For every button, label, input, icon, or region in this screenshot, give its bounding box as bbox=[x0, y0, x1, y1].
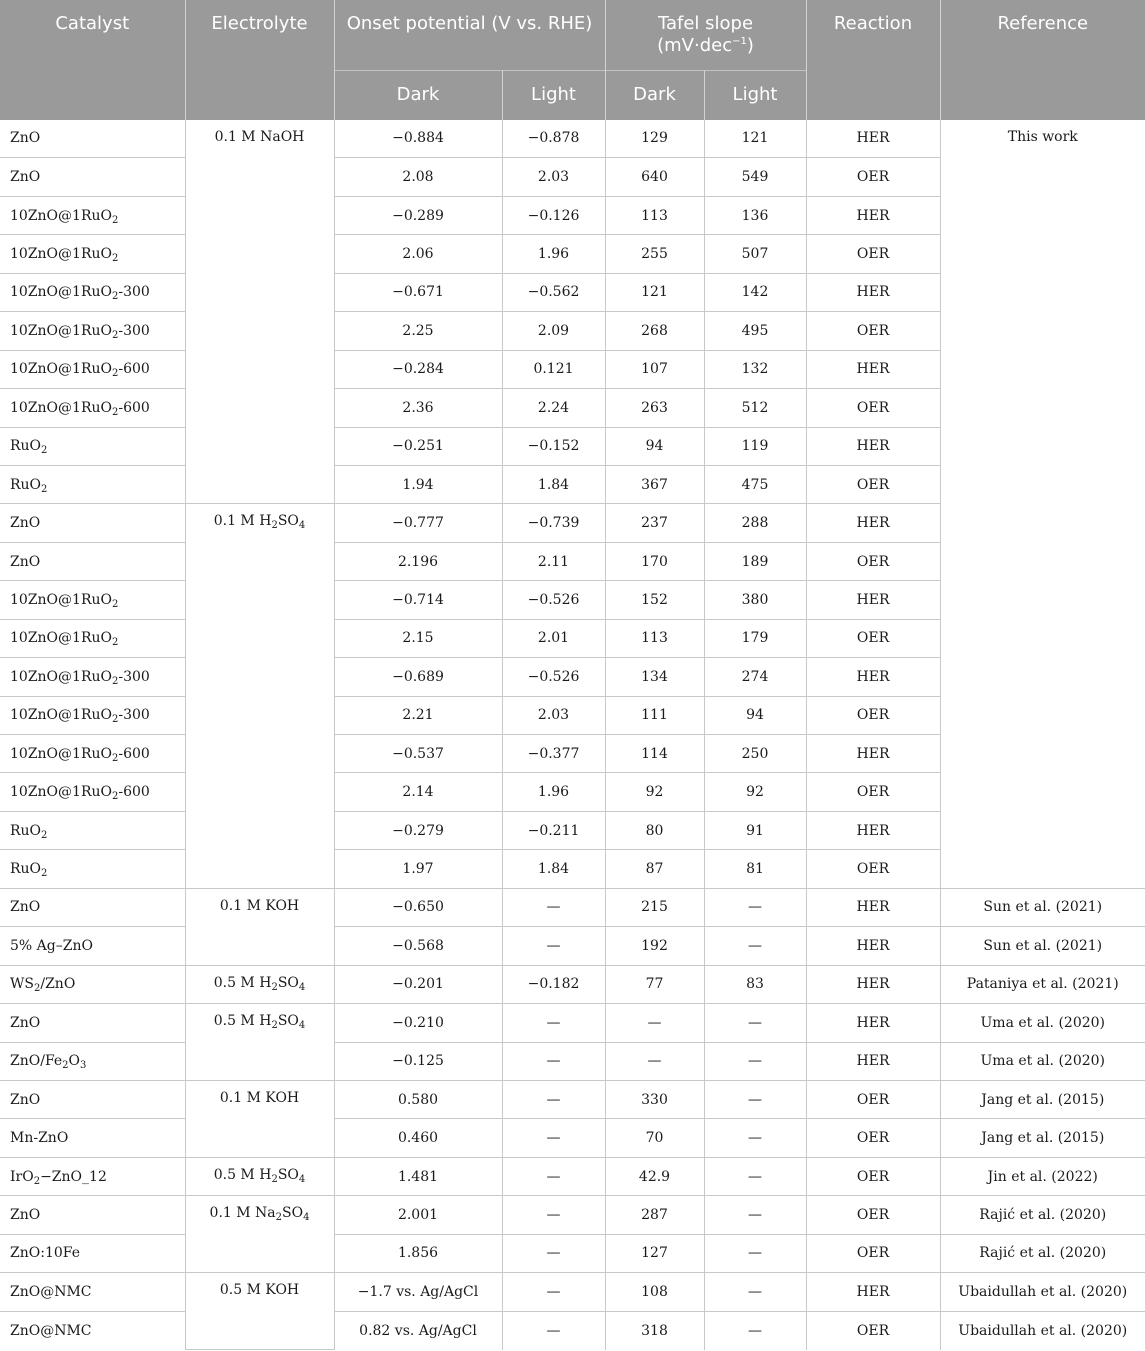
cell-catalyst: 5% Ag–ZnO bbox=[0, 927, 185, 965]
cell-onset-dark: −0.289 bbox=[334, 196, 502, 234]
cell-onset-light: — bbox=[502, 1234, 605, 1272]
cell-tafel-dark: 255 bbox=[605, 235, 704, 273]
cell-reaction: HER bbox=[806, 120, 940, 158]
cell-onset-dark: −0.777 bbox=[334, 504, 502, 542]
cell-tafel-light: 507 bbox=[704, 235, 806, 273]
cell-tafel-light: 495 bbox=[704, 312, 806, 350]
cell-reaction: OER bbox=[806, 619, 940, 657]
cell-onset-dark: −1.7 vs. Ag/AgCl bbox=[334, 1273, 502, 1311]
cell-tafel-light: 83 bbox=[704, 965, 806, 1003]
cell-tafel-light: — bbox=[704, 888, 806, 926]
cell-tafel-light: 94 bbox=[704, 696, 806, 734]
table-row bbox=[0, 1119, 1145, 1157]
cell-onset-dark: 0.580 bbox=[334, 1080, 502, 1118]
cell-reference: Uma et al. (2020) bbox=[940, 1004, 1145, 1042]
cell-reaction: OER bbox=[806, 158, 940, 196]
cell-electrolyte: 0.5 M $H_2SO_4$ bbox=[185, 1157, 334, 1195]
cell-reference: Sun et al. (2021) bbox=[940, 927, 1145, 965]
cell-catalyst: 10ZnO@1RuO$_2$-300 bbox=[0, 696, 185, 734]
table-row bbox=[0, 1311, 1145, 1349]
cell-reference: Ubaidullah et al. (2020) bbox=[940, 1273, 1145, 1311]
cell-onset-dark: −0.210 bbox=[334, 1004, 502, 1042]
cell-tafel-light: 179 bbox=[704, 619, 806, 657]
cell-onset-light: −0.211 bbox=[502, 811, 605, 849]
cell-reaction: HER bbox=[806, 1042, 940, 1080]
cell-reaction: HER bbox=[806, 1004, 940, 1042]
cell-onset-light: −0.126 bbox=[502, 196, 605, 234]
cell-catalyst: 10ZnO@1RuO$_2$-600 bbox=[0, 350, 185, 388]
table-row bbox=[0, 1273, 1145, 1311]
cell-catalyst: ZnO bbox=[0, 1004, 185, 1042]
cell-tafel-dark: 237 bbox=[605, 504, 704, 542]
cell-reference: Jin et al. (2022) bbox=[940, 1157, 1145, 1195]
cell-onset-light: −0.878 bbox=[502, 120, 605, 158]
cell-onset-dark: 2.21 bbox=[334, 696, 502, 734]
cell-catalyst: 10ZnO@1RuO$_2$-600 bbox=[0, 389, 185, 427]
cell-reaction: HER bbox=[806, 735, 940, 773]
cell-reference: Jang et al. (2015) bbox=[940, 1080, 1145, 1118]
cell-onset-dark: 1.94 bbox=[334, 465, 502, 503]
cell-onset-light: −0.152 bbox=[502, 427, 605, 465]
cell-reference: Uma et al. (2020) bbox=[940, 1042, 1145, 1080]
cell-tafel-light: 380 bbox=[704, 581, 806, 619]
cell-onset-dark: 1.481 bbox=[334, 1157, 502, 1195]
cell-reaction: HER bbox=[806, 658, 940, 696]
table-row bbox=[0, 1196, 1145, 1234]
cell-tafel-dark: 114 bbox=[605, 735, 704, 773]
cell-onset-light: −0.562 bbox=[502, 273, 605, 311]
cell-onset-dark: −0.714 bbox=[334, 581, 502, 619]
cell-tafel-light: 512 bbox=[704, 389, 806, 427]
cell-reference: This work bbox=[940, 120, 1145, 889]
cell-onset-light: 2.24 bbox=[502, 389, 605, 427]
header-onset-potential: Onset potential (V vs. RHE) bbox=[334, 0, 605, 70]
cell-tafel-light: 136 bbox=[704, 196, 806, 234]
cell-onset-dark: −0.251 bbox=[334, 427, 502, 465]
table-row bbox=[0, 1157, 1145, 1195]
cell-tafel-dark: 640 bbox=[605, 158, 704, 196]
cell-onset-dark: 2.196 bbox=[334, 542, 502, 580]
cell-catalyst: ZnO/$Fe_2O_3$ bbox=[0, 1042, 185, 1080]
cell-reaction: OER bbox=[806, 773, 940, 811]
cell-tafel-dark: 92 bbox=[605, 773, 704, 811]
cell-catalyst: ZnO@NMC bbox=[0, 1273, 185, 1311]
cell-tafel-light: 475 bbox=[704, 465, 806, 503]
cell-tafel-dark: 330 bbox=[605, 1080, 704, 1118]
cell-tafel-dark: 94 bbox=[605, 427, 704, 465]
cell-reaction: OER bbox=[806, 542, 940, 580]
cell-reaction: HER bbox=[806, 965, 940, 1003]
table-row bbox=[0, 965, 1145, 1003]
cell-reaction: HER bbox=[806, 1273, 940, 1311]
cell-onset-dark: 1.856 bbox=[334, 1234, 502, 1272]
cell-reaction: OER bbox=[806, 696, 940, 734]
cell-tafel-dark: 87 bbox=[605, 850, 704, 888]
cell-electrolyte: 0.1 M KOH bbox=[185, 1080, 334, 1157]
cell-onset-light: 1.96 bbox=[502, 235, 605, 273]
cell-tafel-light: — bbox=[704, 927, 806, 965]
cell-onset-dark: 2.08 bbox=[334, 158, 502, 196]
cell-reaction: OER bbox=[806, 1311, 940, 1349]
cell-catalyst: 10ZnO@1RuO$_2$ bbox=[0, 196, 185, 234]
cell-onset-dark: −0.884 bbox=[334, 120, 502, 158]
cell-reaction: OER bbox=[806, 312, 940, 350]
cell-catalyst: RuO$_2$ bbox=[0, 427, 185, 465]
cell-tafel-dark: 287 bbox=[605, 1196, 704, 1234]
cell-onset-light: — bbox=[502, 888, 605, 926]
cell-catalyst: ZnO bbox=[0, 120, 185, 158]
cell-onset-dark: −0.689 bbox=[334, 658, 502, 696]
cell-reaction: HER bbox=[806, 350, 940, 388]
cell-electrolyte: 0.5 M KOH bbox=[185, 1273, 334, 1350]
cell-reference: Sun et al. (2021) bbox=[940, 888, 1145, 926]
cell-reference: Jang et al. (2015) bbox=[940, 1119, 1145, 1157]
cell-tafel-light: 132 bbox=[704, 350, 806, 388]
cell-tafel-light: — bbox=[704, 1196, 806, 1234]
cell-tafel-light: — bbox=[704, 1080, 806, 1118]
cell-tafel-dark: 121 bbox=[605, 273, 704, 311]
cell-onset-dark: −0.568 bbox=[334, 927, 502, 965]
cell-tafel-dark: 152 bbox=[605, 581, 704, 619]
cell-onset-light: 2.11 bbox=[502, 542, 605, 580]
cell-tafel-light: 274 bbox=[704, 658, 806, 696]
cell-onset-dark: −0.125 bbox=[334, 1042, 502, 1080]
cell-catalyst: 10ZnO@1RuO$_2$-300 bbox=[0, 273, 185, 311]
header-tafel-line2: (mV·dec$^{-1}$) bbox=[657, 35, 754, 56]
cell-onset-dark: −0.284 bbox=[334, 350, 502, 388]
header-tafel-light: Light bbox=[704, 70, 806, 120]
cell-onset-dark: 2.06 bbox=[334, 235, 502, 273]
cell-tafel-light: 250 bbox=[704, 735, 806, 773]
cell-onset-dark: −0.650 bbox=[334, 888, 502, 926]
header-onset-light: Light bbox=[502, 70, 605, 120]
header-tafel-line1: Tafel slope bbox=[657, 13, 754, 34]
cell-onset-light: 2.01 bbox=[502, 619, 605, 657]
cell-onset-dark: −0.201 bbox=[334, 965, 502, 1003]
cell-tafel-dark: 107 bbox=[605, 350, 704, 388]
cell-catalyst: ZnO bbox=[0, 888, 185, 926]
cell-electrolyte: 0.5 M $H_2SO_4$ bbox=[185, 1004, 334, 1081]
cell-onset-light: 2.03 bbox=[502, 158, 605, 196]
cell-reaction: OER bbox=[806, 1196, 940, 1234]
cell-catalyst: Mn-ZnO bbox=[0, 1119, 185, 1157]
cell-tafel-light: — bbox=[704, 1234, 806, 1272]
header-catalyst: Catalyst bbox=[0, 0, 185, 120]
cell-tafel-light: 81 bbox=[704, 850, 806, 888]
cell-catalyst: ZnO bbox=[0, 542, 185, 580]
header-onset-dark: Dark bbox=[334, 70, 502, 120]
cell-tafel-dark: 111 bbox=[605, 696, 704, 734]
cell-onset-dark: 0.460 bbox=[334, 1119, 502, 1157]
cell-catalyst: $WS_2$/ZnO bbox=[0, 965, 185, 1003]
header-electrolyte: Electrolyte bbox=[185, 0, 334, 120]
cell-catalyst: 10ZnO@1RuO$_2$-300 bbox=[0, 312, 185, 350]
cell-reference: Rajić et al. (2020) bbox=[940, 1234, 1145, 1272]
cell-onset-light: — bbox=[502, 1042, 605, 1080]
cell-onset-dark: −0.537 bbox=[334, 735, 502, 773]
cell-electrolyte: 0.1 M KOH bbox=[185, 888, 334, 965]
table-header bbox=[0, 0, 1145, 120]
cell-tafel-light: — bbox=[704, 1311, 806, 1349]
cell-reaction: OER bbox=[806, 389, 940, 427]
table-row bbox=[0, 1042, 1145, 1080]
cell-catalyst: 10ZnO@1RuO$_2$ bbox=[0, 581, 185, 619]
cell-reaction: OER bbox=[806, 850, 940, 888]
cell-tafel-light: 189 bbox=[704, 542, 806, 580]
cell-onset-light: −0.182 bbox=[502, 965, 605, 1003]
cell-onset-light: 2.09 bbox=[502, 312, 605, 350]
cell-tafel-dark: 170 bbox=[605, 542, 704, 580]
cell-tafel-dark: 108 bbox=[605, 1273, 704, 1311]
table-row bbox=[0, 1080, 1145, 1118]
cell-reaction: HER bbox=[806, 927, 940, 965]
cell-catalyst: 10ZnO@1RuO$_2$-600 bbox=[0, 735, 185, 773]
cell-onset-dark: 2.15 bbox=[334, 619, 502, 657]
cell-onset-light: 1.96 bbox=[502, 773, 605, 811]
cell-catalyst: ZnO@NMC bbox=[0, 1311, 185, 1349]
cell-tafel-dark: 215 bbox=[605, 888, 704, 926]
cell-onset-light: — bbox=[502, 1273, 605, 1311]
cell-tafel-light: 119 bbox=[704, 427, 806, 465]
cell-onset-dark: −0.671 bbox=[334, 273, 502, 311]
cell-tafel-dark: 127 bbox=[605, 1234, 704, 1272]
cell-onset-light: — bbox=[502, 1119, 605, 1157]
cell-onset-light: 2.03 bbox=[502, 696, 605, 734]
cell-reaction: OER bbox=[806, 1234, 940, 1272]
cell-tafel-dark: 134 bbox=[605, 658, 704, 696]
cell-reaction: HER bbox=[806, 427, 940, 465]
cell-tafel-light: 91 bbox=[704, 811, 806, 849]
cell-tafel-dark: 80 bbox=[605, 811, 704, 849]
cell-tafel-dark: 113 bbox=[605, 196, 704, 234]
cell-tafel-dark: 129 bbox=[605, 120, 704, 158]
cell-tafel-light: 288 bbox=[704, 504, 806, 542]
cell-reaction: HER bbox=[806, 196, 940, 234]
cell-onset-light: — bbox=[502, 1004, 605, 1042]
cell-reaction: OER bbox=[806, 1157, 940, 1195]
cell-reaction: OER bbox=[806, 235, 940, 273]
cell-catalyst: 10ZnO@1RuO$_2$-600 bbox=[0, 773, 185, 811]
cell-catalyst: ZnO bbox=[0, 158, 185, 196]
cell-electrolyte: 0.1 M $Na_2SO_4$ bbox=[185, 1196, 334, 1273]
cell-onset-dark: 2.25 bbox=[334, 312, 502, 350]
cell-reaction: HER bbox=[806, 888, 940, 926]
cell-onset-dark: 2.14 bbox=[334, 773, 502, 811]
cell-tafel-light: — bbox=[704, 1273, 806, 1311]
cell-reaction: HER bbox=[806, 811, 940, 849]
cell-onset-light: −0.739 bbox=[502, 504, 605, 542]
cell-tafel-dark: 263 bbox=[605, 389, 704, 427]
cell-catalyst: RuO$_2$ bbox=[0, 850, 185, 888]
cell-tafel-dark: 367 bbox=[605, 465, 704, 503]
cell-electrolyte: 0.1 M $H_2SO_4$ bbox=[185, 504, 334, 888]
cell-onset-light: −0.526 bbox=[502, 581, 605, 619]
cell-reference: Ubaidullah et al. (2020) bbox=[940, 1311, 1145, 1349]
cell-catalyst: ZnO:10Fe bbox=[0, 1234, 185, 1272]
cell-tafel-light: 142 bbox=[704, 273, 806, 311]
table-row bbox=[0, 888, 1145, 926]
cell-catalyst: RuO$_2$ bbox=[0, 811, 185, 849]
cell-onset-dark: 1.97 bbox=[334, 850, 502, 888]
cell-tafel-dark: 192 bbox=[605, 927, 704, 965]
cell-onset-light: — bbox=[502, 1311, 605, 1349]
cell-onset-light: — bbox=[502, 1157, 605, 1195]
cell-onset-light: 1.84 bbox=[502, 465, 605, 503]
cell-tafel-dark: 113 bbox=[605, 619, 704, 657]
table-row bbox=[0, 1234, 1145, 1272]
cell-onset-light: 0.121 bbox=[502, 350, 605, 388]
cell-catalyst: IrO$_2$−ZnO_12 bbox=[0, 1157, 185, 1195]
cell-tafel-light: 549 bbox=[704, 158, 806, 196]
cell-reaction: OER bbox=[806, 1119, 940, 1157]
cell-onset-light: — bbox=[502, 1080, 605, 1118]
cell-tafel-light: 92 bbox=[704, 773, 806, 811]
table-body bbox=[0, 120, 1145, 1350]
cell-tafel-dark: 318 bbox=[605, 1311, 704, 1349]
cell-tafel-dark: 70 bbox=[605, 1119, 704, 1157]
header-tafel-dark: Dark bbox=[605, 70, 704, 120]
cell-catalyst: ZnO bbox=[0, 1080, 185, 1118]
cell-tafel-dark: 42.9 bbox=[605, 1157, 704, 1195]
cell-reaction: OER bbox=[806, 1080, 940, 1118]
cell-reaction: OER bbox=[806, 465, 940, 503]
cell-onset-light: −0.526 bbox=[502, 658, 605, 696]
cell-onset-dark: 2.001 bbox=[334, 1196, 502, 1234]
cell-onset-light: — bbox=[502, 1196, 605, 1234]
table-row bbox=[0, 120, 1145, 158]
cell-catalyst: RuO$_2$ bbox=[0, 465, 185, 503]
cell-tafel-light: — bbox=[704, 1119, 806, 1157]
cell-electrolyte: 0.1 M NaOH bbox=[185, 120, 334, 504]
table-row bbox=[0, 1004, 1145, 1042]
cell-tafel-light: — bbox=[704, 1157, 806, 1195]
cell-tafel-dark: 268 bbox=[605, 312, 704, 350]
cell-onset-light: −0.377 bbox=[502, 735, 605, 773]
cell-catalyst: ZnO bbox=[0, 504, 185, 542]
cell-catalyst: 10ZnO@1RuO$_2$ bbox=[0, 235, 185, 273]
cell-catalyst: 10ZnO@1RuO$_2$ bbox=[0, 619, 185, 657]
cell-tafel-dark: 77 bbox=[605, 965, 704, 1003]
cell-tafel-light: 121 bbox=[704, 120, 806, 158]
cell-onset-dark: 2.36 bbox=[334, 389, 502, 427]
table-row bbox=[0, 927, 1145, 965]
cell-tafel-light: — bbox=[704, 1042, 806, 1080]
cell-reaction: HER bbox=[806, 273, 940, 311]
cell-tafel-dark: — bbox=[605, 1004, 704, 1042]
cell-reference: Rajić et al. (2020) bbox=[940, 1196, 1145, 1234]
cell-onset-light: 1.84 bbox=[502, 850, 605, 888]
cell-catalyst: 10ZnO@1RuO$_2$-300 bbox=[0, 658, 185, 696]
cell-onset-light: — bbox=[502, 927, 605, 965]
header-tafel-slope bbox=[605, 0, 806, 70]
header-reaction: Reaction bbox=[806, 0, 940, 120]
cell-catalyst: ZnO bbox=[0, 1196, 185, 1234]
cell-reaction: HER bbox=[806, 504, 940, 542]
cell-electrolyte: 0.5 M $H_2SO_4$ bbox=[185, 965, 334, 1003]
cell-reaction: HER bbox=[806, 581, 940, 619]
cell-tafel-light: — bbox=[704, 1004, 806, 1042]
cell-onset-dark: −0.279 bbox=[334, 811, 502, 849]
cell-tafel-dark: — bbox=[605, 1042, 704, 1080]
cell-onset-dark: 0.82 vs. Ag/AgCl bbox=[334, 1311, 502, 1349]
cell-reference: Pataniya et al. (2021) bbox=[940, 965, 1145, 1003]
header-reference: Reference bbox=[940, 0, 1145, 120]
